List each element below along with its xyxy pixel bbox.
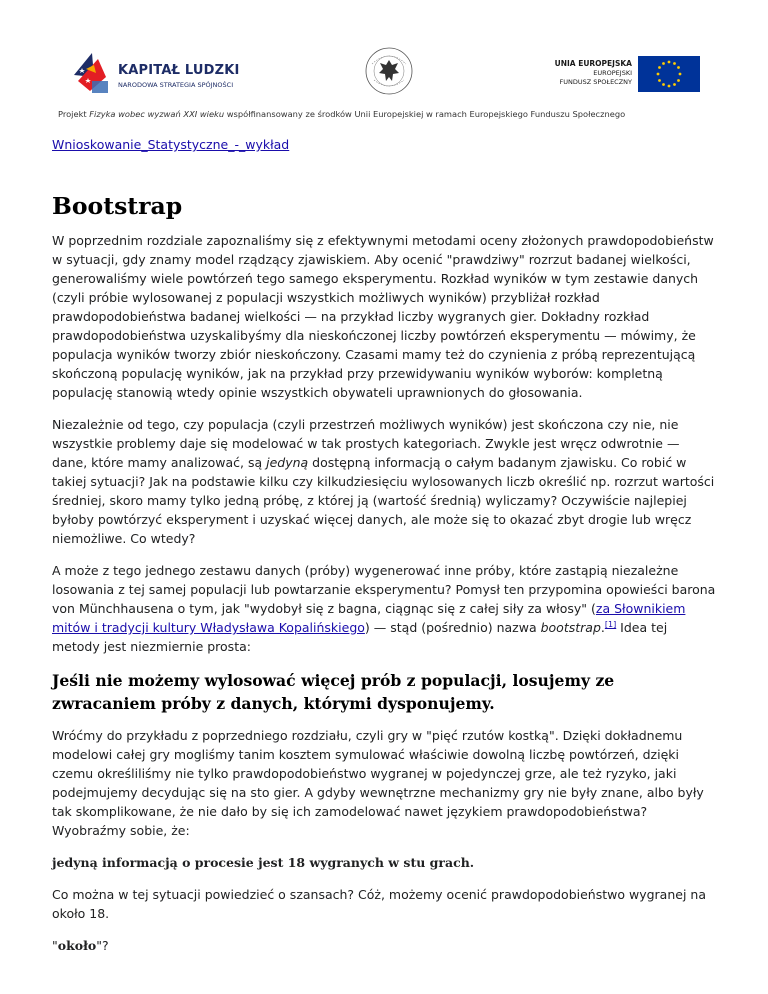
eu-label-line3: FUNDUSZ SPOŁECZNY	[559, 78, 632, 86]
p3-text-c: Idea tej metody jest niezmiernie prosta:	[52, 620, 668, 654]
kapital-ludzki-title: KAPITAŁ LUDZKI	[118, 63, 240, 78]
p3-text-b: ) — stąd (pośrednio) nazwa	[364, 620, 541, 635]
p2-emphasis: jedyną	[266, 455, 309, 470]
p7-open-quote: "	[52, 938, 58, 953]
paragraph-approx	[52, 936, 716, 955]
kapital-ludzki-subtitle: NARODOWA STRATEGIA SPÓJNOŚCI	[118, 81, 234, 89]
eu-fund-label	[540, 58, 632, 87]
project-prefix: Projekt	[58, 109, 90, 119]
project-title: Fizyka wobec wyzwań XXI wieku	[89, 109, 225, 119]
eu-flag-icon	[638, 56, 700, 92]
kopalinski-link[interactable]: za Słownikiem mitów i tradycji kultury Władysława Kopalińskiego	[52, 601, 686, 635]
paragraph-chances: Co można w tej sytuacji powiedzieć o szansach? Cóż, możemy ocenić prawdopodobieństwo wygranej na około 18.	[52, 887, 706, 921]
page-title: Bootstrap	[52, 192, 183, 220]
university-seal-icon	[364, 46, 414, 96]
page-header	[0, 0, 768, 130]
project-suffix: współfinansowany ze środków Unii Europejskiej w ramach Europejskiego Funduszu Społecznego	[224, 109, 626, 119]
footnote-ref-1[interactable]: [1]	[604, 619, 617, 629]
p3-emphasis-bootstrap: bootstrap	[540, 620, 601, 635]
eu-label-line1: UNIA EUROPEJSKA	[554, 59, 632, 68]
p3-text-a: A może z tego jednego zestawu danych (próby) wygenerować inne próby, które zastąpią niezależne losowania z tej samej populacji lub powtarzanie eksperymentu? Pomysł ten przypomina opowieści barona von Münchhausena o tym, jak "wydobył się z bagna, ciągnąc się z całej siły za włosy" (	[52, 563, 716, 616]
paragraph-key-info: jedyną informacją o procesie jest 18 wygranych w stu grach.	[52, 855, 475, 870]
section-heading-resample: Jeśli nie możemy wylosować więcej prób z populacji, losujemy ze zwracaniem próby z danych, którymi dysponujemy.	[52, 671, 615, 713]
p7-close: "?	[96, 938, 109, 953]
paragraph-dice-example: Wróćmy do przykładu z poprzedniego rozdziału, czyli gry w "pięć rzutów kostką". Dzięki dokładnemu modelowi całej gry mogliśmy tanim kosztem symulować właściwie dowolną liczbę powtórzeń, dzięki czemu określiliśmy nie tylko prawdopodobieństwo wygranej w pojedynczej grze, ale też ryzyko, jaki podejmujemy decydując się na sto gier. A gdyby wewnętrzne mechanizmy gry nie były znane, albo były tak skomplikowane, że nie dało by się ich zamodelować nawet językiem prawdopodobieństwa? Wyobraźmy sobie, że:	[52, 728, 704, 838]
p7-bold-word: około	[57, 938, 97, 953]
eu-label-line2: EUROPEJSKI	[593, 69, 632, 77]
paragraph-problem	[52, 415, 716, 548]
p2-text-a: Niezależnie od tego, czy populacja (czyli przestrzeń możliwych wyników) jest skończona czy nie, nie wszystkie problemy daje się modelować w tak prostych kategoriach. Zwykle jest wręcz odwrotnie — dane, które mamy analizować, są	[52, 417, 680, 470]
project-funding-line	[58, 109, 625, 119]
article-content	[52, 128, 716, 968]
paragraph-idea: A może z tego jednego zestawu danych (próby) wygenerować inne próby, które zastąpią niezależne losowania z tej samej populacji lub powtarzanie eksperymentu? Pomysł ten przypomina opowieści barona von Münchhausena o tym, jak "wydobył się z bagna, ciągnąc się z całej siły za włosy" (za Słownikiem mitów i tradycji kultury Władysława Kopalińskiego) — stąd (pośrednio) nazwa bootstrap.[1] Idea tej metody jest niezmiernie prosta:	[52, 563, 716, 654]
breadcrumb-link[interactable]: Wnioskowanie_Statystyczne_-_wykład	[52, 137, 290, 152]
paragraph-intro: W poprzednim rozdziale zapoznaliśmy się z efektywnymi metodami oceny złożonych prawdopodobieństw w sytuacji, gdy znamy model rządzący zjawiskiem. Aby ocenić "prawdziwy" rozrzut badanej wielkości, generowaliśmy wiele powtórzeń tego samego eksperymentu. Rozkład wyników w tym zestawie danych (czyli próbie wylosowanej z populacji wszystkich możliwych wyników) przybliżał rozkład prawdopodobieństwa badanej wielkości — na przykład liczby wygranych gier. Dokładny rozkład prawdopodobieństwa uzyskalibyśmy dla nieskończonej liczby powtórzeń eksperymentu — mówimy, że populacja wyników tworzy zbiór nieskończony. Czasami mamy też do czynienia z próbą reprezentującą skończoną populację wyników, jak na przykład przy przewidywaniu wyników wyborów: kompletną populację stanowią wtedy opinie wszystkich obywateli uprawnionych do głosowania.	[52, 233, 714, 400]
p2-text-b: dostępną informacją o całym badanym zjawisku. Co robić w takiej sytuacji? Jak na podstawie kilku czy kilkudziesięciu wylosowanych liczb określić np. rozrzut wartości średniej, skoro mamy tylko jedną próbę, z której ją (wartość średnią) wyliczamy? Oczywiście najlepiej byłoby powtórzyć eksperyment i uzyskać więcej danych, ale może się to okazać zbyt drogie lub wręcz niemożliwe. Co wtedy?	[52, 455, 715, 546]
